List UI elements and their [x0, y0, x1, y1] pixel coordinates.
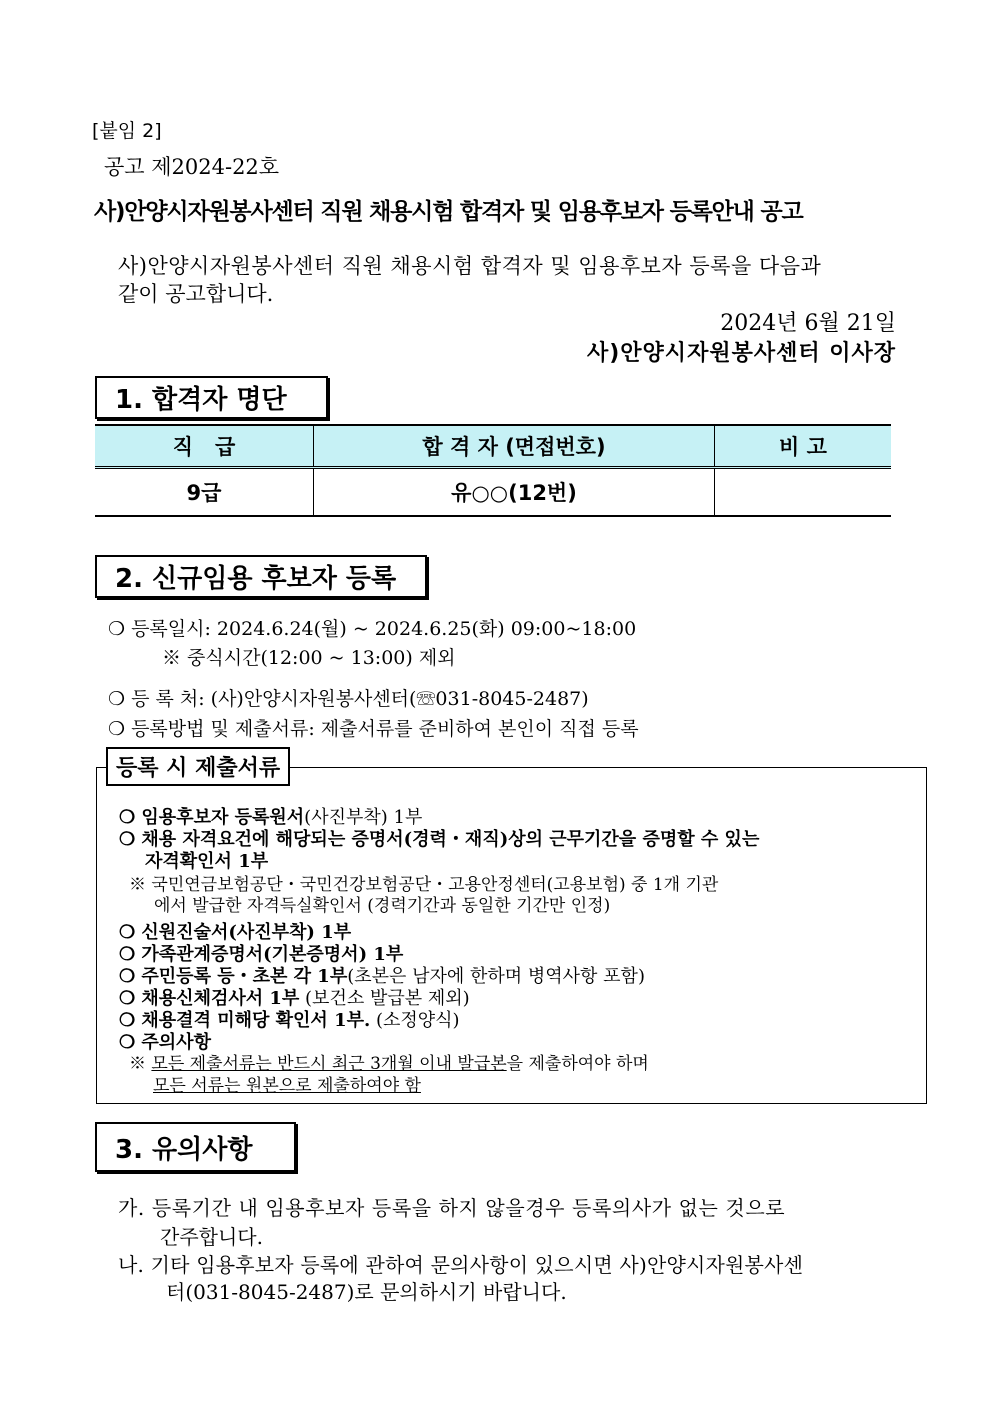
cell-remarks: [715, 468, 892, 517]
pass-table: [95, 424, 891, 517]
intro-line-1: 사)안양시자원봉사센터 직원 채용시험 합격자 및 임용후보자 등록을 다음과: [118, 254, 822, 278]
caution-item-1-cont: 간주합니다.: [160, 1225, 263, 1249]
page-title: 사)안양시자원봉사센터 직원 채용시험 합격자 및 임용후보자 등록안내 공고: [94, 199, 803, 225]
caution-item-2: 나. 기타 임용후보자 등록에 관하여 문의사항이 있으시면 사)안양시자원봉사센: [118, 1253, 804, 1277]
notice-date: 2024년 6월 21일: [720, 311, 896, 336]
doc-caution-line-2: 모든 서류는 원본으로 제출하여야 함: [153, 1076, 421, 1096]
header-grade: 직 급: [95, 425, 314, 468]
cell-grade: 9급: [95, 468, 314, 517]
doc-item-certificate-2: 자격확인서 1부: [145, 851, 269, 872]
documents-title: 등록 시 제출서류: [106, 747, 290, 786]
doc-item-disqualification: ❍ 채용결격 미해당 확인서 1부. (소정양식): [119, 1010, 460, 1031]
header-passer: 합 격 자 (면접번호): [314, 425, 715, 468]
section2-heading: 2. 신규임용 후보자 등록: [95, 555, 427, 598]
caution-item-2-cont: 터(031-8045-2487)로 문의하시기 바랍니다.: [166, 1280, 567, 1304]
notice-number: 공고 제2024-22호: [104, 155, 280, 179]
section3-heading: 3. 유의사항: [95, 1122, 296, 1172]
doc-item-caution: ❍ 주의사항: [119, 1032, 211, 1053]
doc-caution-line-1: ※ 모든 제출서류는 반드시 최근 3개월 이내 발급본을 제출하여야 하며: [129, 1054, 649, 1074]
caution-item-1: 가. 등록기간 내 임용후보자 등록을 하지 않을경우 등록의사가 없는 것으로: [118, 1196, 786, 1220]
section1-heading: 1. 합격자 명단: [95, 376, 328, 419]
doc-item-application: ❍ 임용후보자 등록원서(사진부착) 1부: [119, 807, 423, 828]
registration-place: ❍ 등 록 처: (사)안양시자원봉사센터(☏031-8045-2487): [108, 688, 589, 710]
doc-note-2: 에서 발급한 자격득실확인서 (경력기간과 동일한 기간만 인정): [154, 896, 611, 916]
issuer: 사)안양시자원봉사센터 이사장: [587, 341, 896, 366]
header-remarks: 비 고: [715, 425, 892, 468]
doc-item-resident: ❍ 주민등록 등・초본 각 1부(초본은 남자에 한하며 병역사항 포함): [119, 966, 645, 987]
doc-item-certificate: ❍ 채용 자격요건에 해당되는 증명서(경력・재직)상의 근무기간을 증명할 수 있는: [119, 829, 760, 850]
doc-item-statement: ❍ 신원진술서(사진부착) 1부: [119, 922, 352, 943]
doc-item-family: ❍ 가족관계증명서(기본증명서) 1부: [119, 944, 404, 965]
attachment-label: [붙임 2]: [92, 120, 162, 142]
table-row: [95, 468, 891, 517]
lunch-note: ※ 중식시간(12:00 ~ 13:00) 제외: [162, 647, 456, 669]
pass-table-header: [95, 425, 891, 468]
intro-line-2: 같이 공고합니다.: [118, 282, 274, 306]
doc-item-medical: ❍ 채용신체검사서 1부 (보건소 발급본 제외): [119, 988, 470, 1009]
doc-note-1: ※ 국민연금보험공단・국민건강보험공단・고용안정센터(고용보험) 중 1개 기관: [129, 875, 719, 895]
registration-method: ❍ 등록방법 및 제출서류: 제출서류를 준비하여 본인이 직접 등록: [108, 718, 639, 740]
cell-passer: 유○○(12번): [314, 468, 715, 517]
registration-date: ❍ 등록일시: 2024.6.24(월) ~ 2024.6.25(화) 09:00~18:00: [108, 618, 637, 640]
